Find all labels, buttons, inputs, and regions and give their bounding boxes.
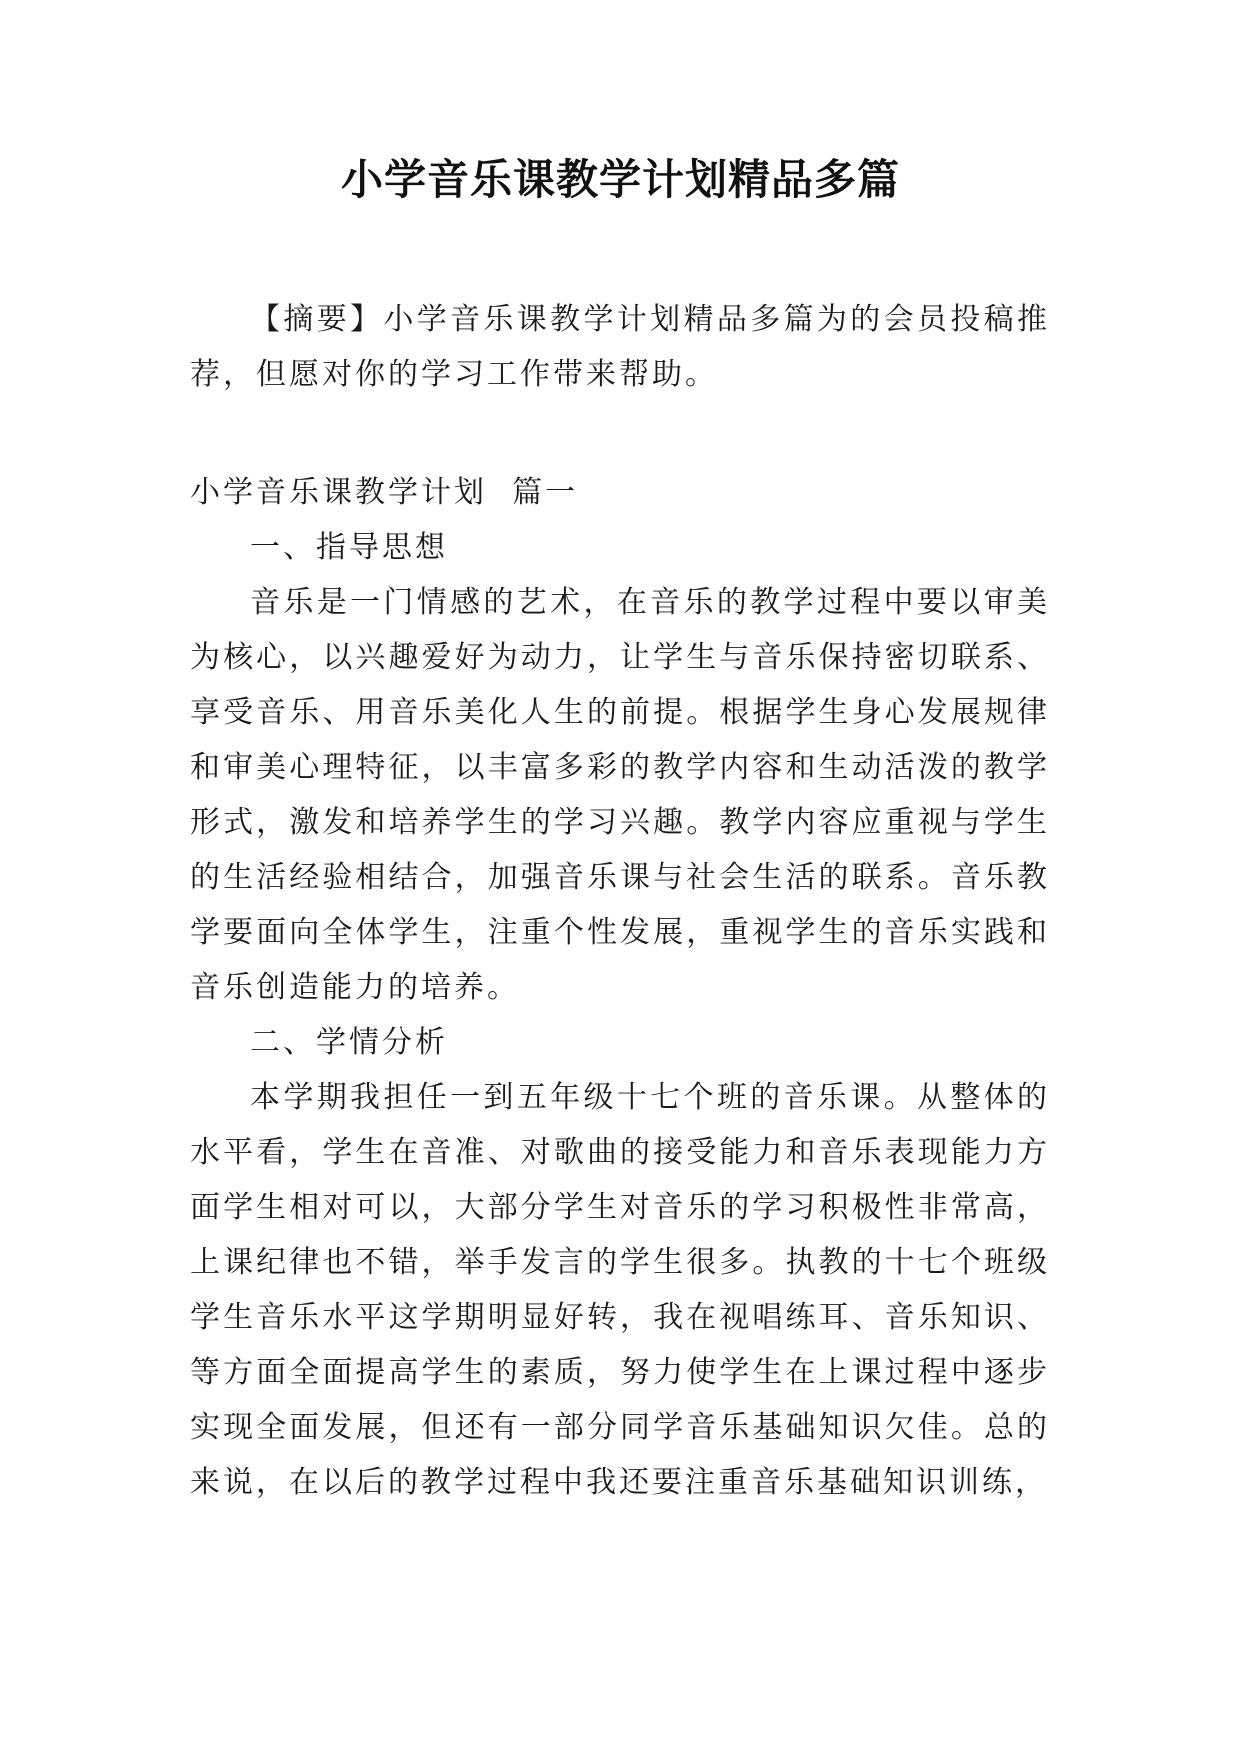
section-title: 小学音乐课教学计划 篇一 xyxy=(190,475,579,510)
heading-student-analysis: 二、学情分析 xyxy=(250,1025,448,1060)
document-title: 小学音乐课教学计划精品多篇 xyxy=(340,155,900,204)
section-block xyxy=(190,465,1050,1510)
abstract-block xyxy=(190,292,1050,402)
paragraph-guiding-ideology: 音乐是一门情感的艺术，在音乐的教学过程中要以审美为核心，以兴趣爱好为动力，让学生与音乐保持密切联系、享受音乐、用音乐美化人生的前提。根据学生身心发展规律和审美心理特征，以丰富多彩的教学内容和生动活泼的教学形式，激发和培养学生的学习兴趣。教学内容应重视与学生的生活经验相结合，加强音乐课与社会生活的联系。音乐教学要面向全体学生，注重个性发展，重视学生的音乐实践和音乐创造能力的培养。 xyxy=(190,585,1050,1005)
abstract-paragraph: 【摘要】小学音乐课教学计划精品多篇为的会员投稿推荐，但愿对你的学习工作带来帮助。 xyxy=(190,302,1050,392)
paragraph-student-analysis: 本学期我担任一到五年级十七个班的音乐课。从整体的水平看，学生在音准、对歌曲的接受能力和音乐表现能力方面学生相对可以，大部分学生对音乐的学习积极性非常高，上课纪律也不错，举手发言的学生很多。执教的十七个班级学生音乐水平这学期明显好转，我在视唱练耳、音乐知识、等方面全面提高学生的素质，努力使学生在上课过程中逐步实现全面发展，但还有一部分同学音乐基础知识欠佳。总的来说，在以后的教学过程中我还要注重音乐基础知识训练， xyxy=(190,1080,1050,1500)
heading-guiding-ideology: 一、指导思想 xyxy=(250,530,448,565)
